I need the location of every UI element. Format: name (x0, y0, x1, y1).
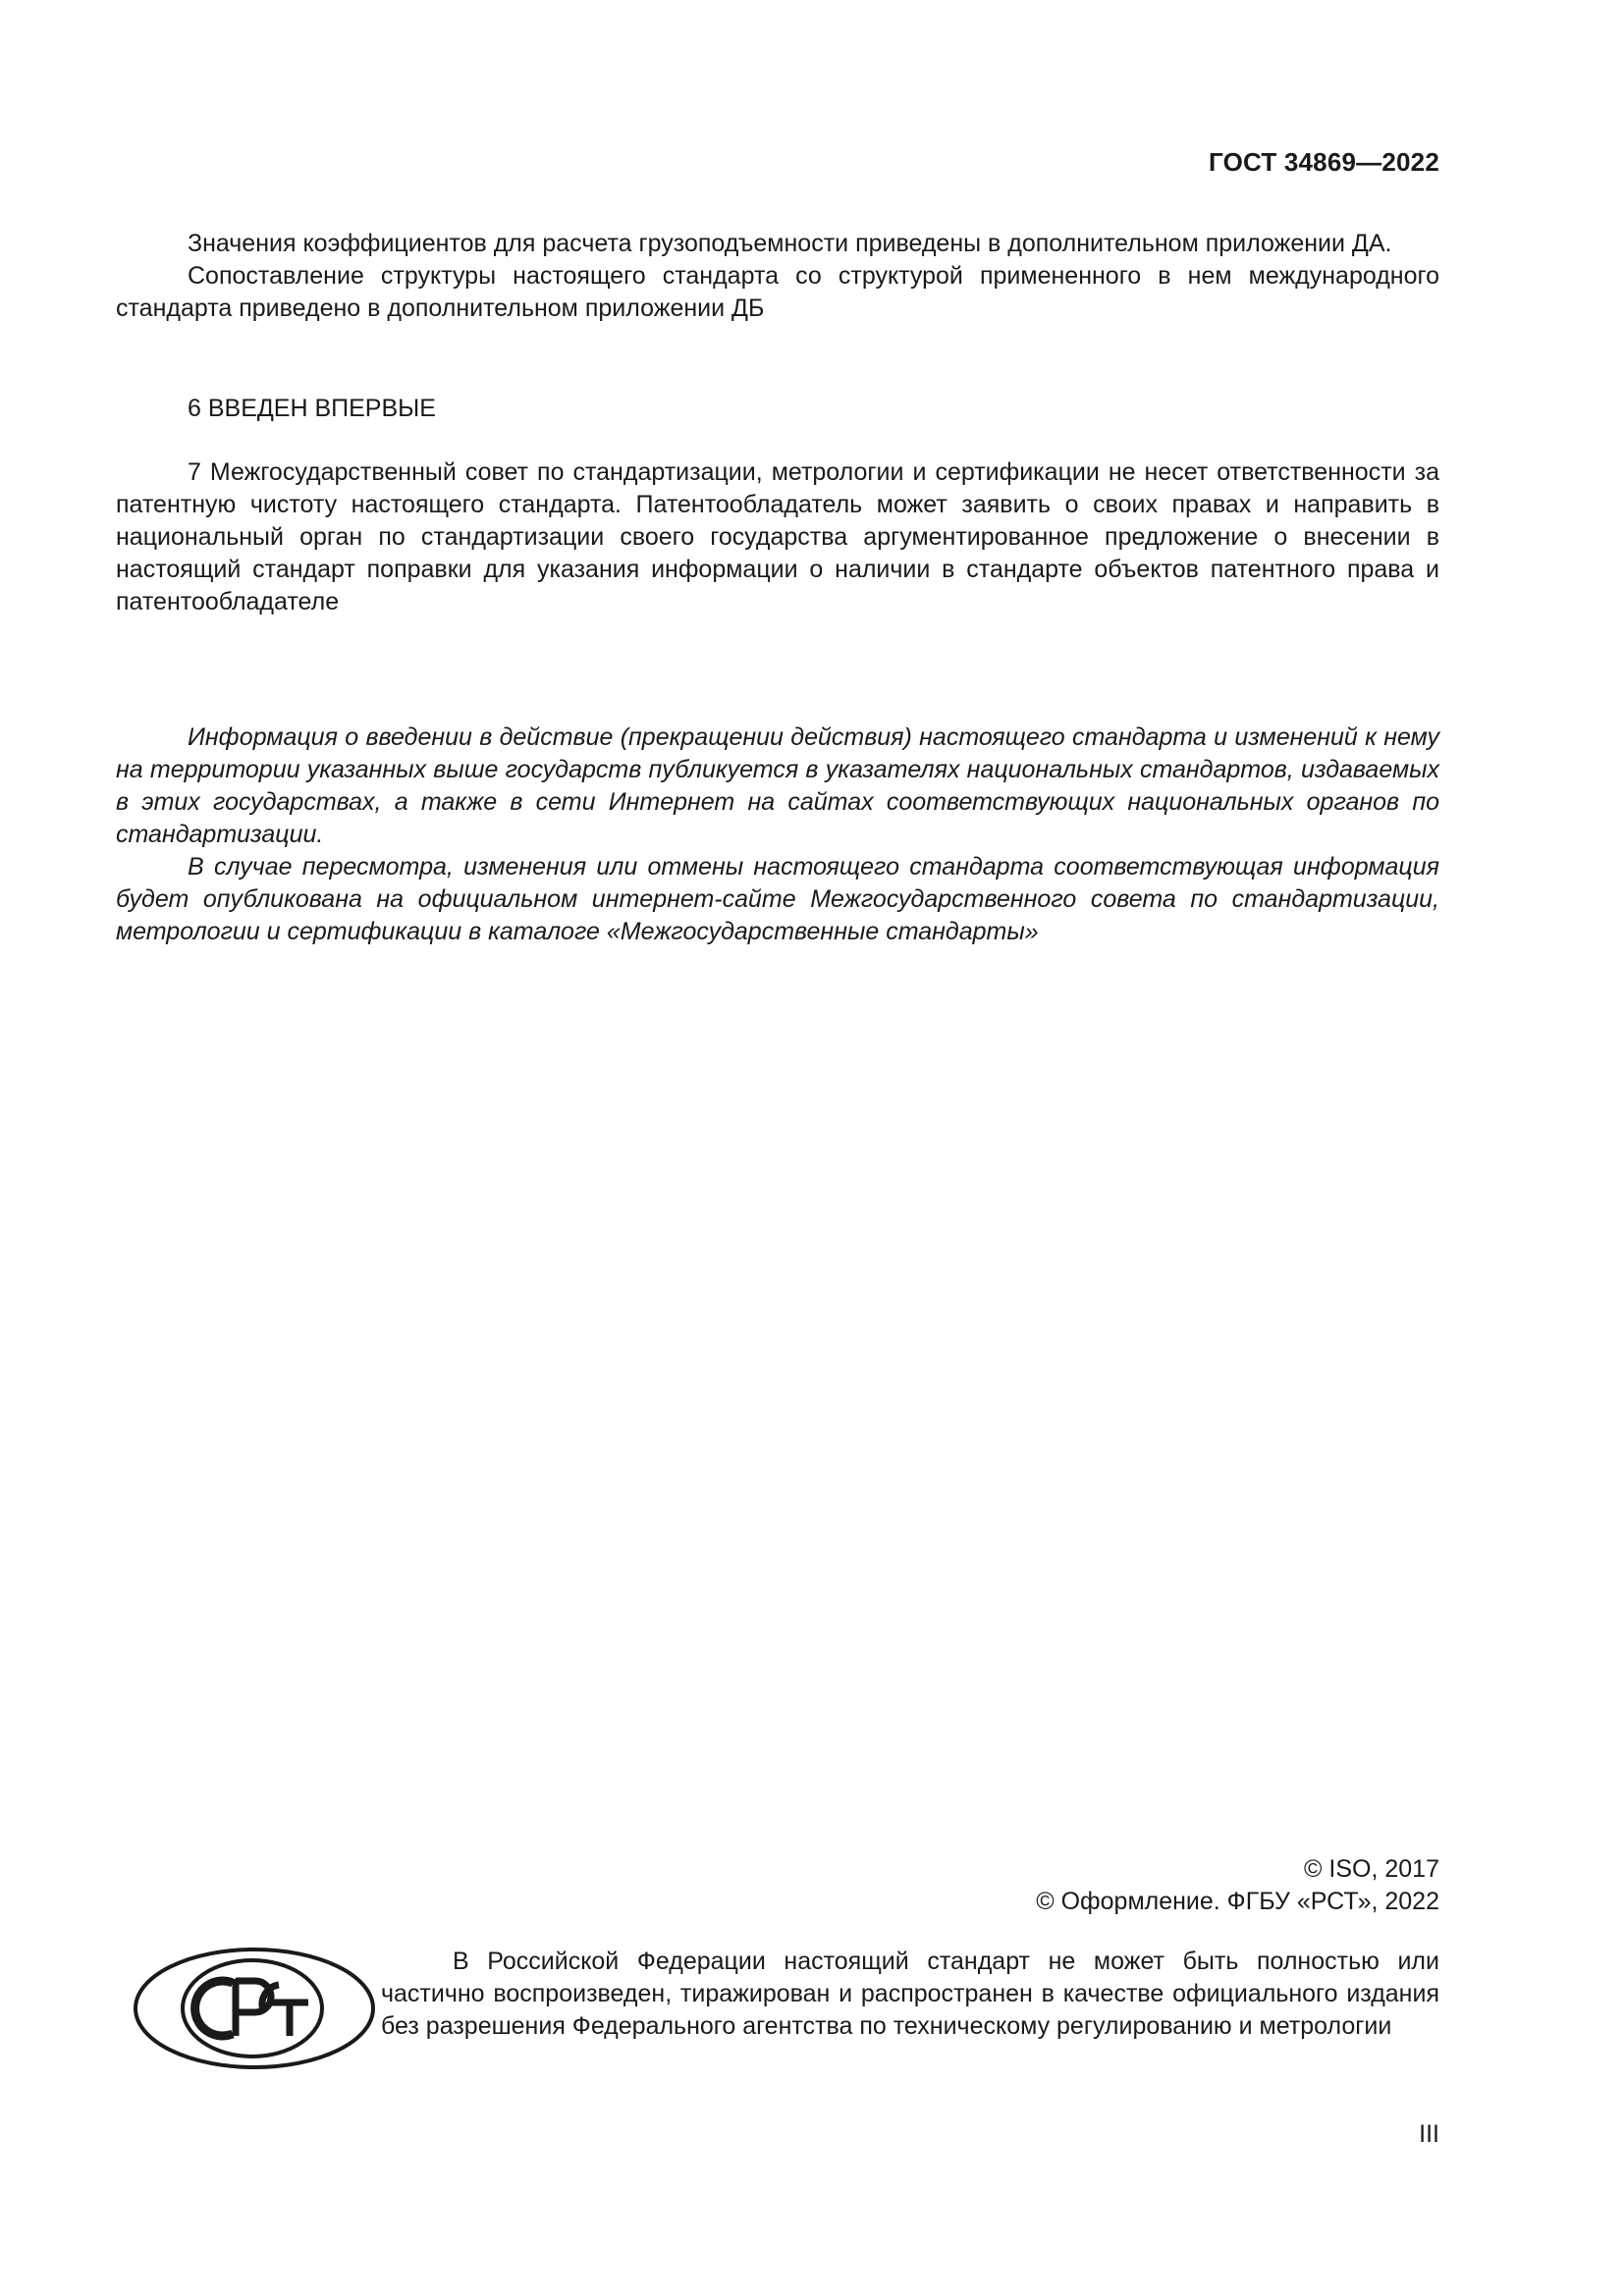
item-6-text: 6 ВВЕДЕН ВПЕРВЫЕ (188, 395, 436, 422)
item-6-section (116, 393, 1439, 425)
publication-info-paragraph: Информация о введении в действие (прекращении действия) настоящего стандарта и изменений к нему на территории указанных выше государств публикуется в указателях национальных стандартов, издаваемых в этих государствах, а также в сети Интернет на сайтах соответствующих национальных органов по стандартизации. (116, 723, 1439, 848)
page-number: III (1419, 2120, 1439, 2148)
reproduction-notice-text: В Российской Федерации настоящий стандарт не может быть полностью или частично воспроизведен, тиражирован и распространен в качестве официального издания без разрешения Федерального агентства по техническому регулированию и метрологии (381, 1948, 1439, 2040)
copyright-iso: © ISO, 2017 (1304, 1855, 1439, 1883)
revision-info-paragraph: В случае пересмотра, изменения или отмены настоящего стандарта соответствующая информация будет опубликована на официальном интернет-сайте Межгосударственного совета по стандартизации, метрологии и сертификации в каталоге «Межгосударственные стандарты» (116, 853, 1439, 945)
publication-info-section (116, 721, 1439, 948)
rst-logo-icon (132, 1946, 377, 2071)
intro-paragraph: Значения коэффициентов для расчета грузоподъемности приведены в дополнительном приложении ДА. (188, 230, 1392, 257)
intro-paragraph: Сопоставление структуры настоящего стандарта со структурой примененного в нем международного стандарта приведено в дополнительном приложении ДБ (116, 262, 1439, 322)
document-code: ГОСТ 34869—2022 (1209, 147, 1439, 177)
item-7-text: 7 Межгосударственный совет по стандартизации, метрологии и сертификации не несет ответственности за патентную чистоту настоящего стандарта. Патентообладатель может заявить о своих правах и направить в национальный орган по стандартизации своего государства аргументированное предложение о внесении в настоящий стандарт поправки для указания информации о наличии в стандарте объектов патентного права и патентообладателе (116, 458, 1439, 615)
item-7-section (116, 456, 1439, 618)
intro-section (116, 228, 1439, 325)
copyright-design: © Оформление. ФГБУ «РСТ», 2022 (1036, 1888, 1439, 1915)
reproduction-notice (381, 1946, 1439, 2043)
copyright-block (1036, 1853, 1439, 1918)
